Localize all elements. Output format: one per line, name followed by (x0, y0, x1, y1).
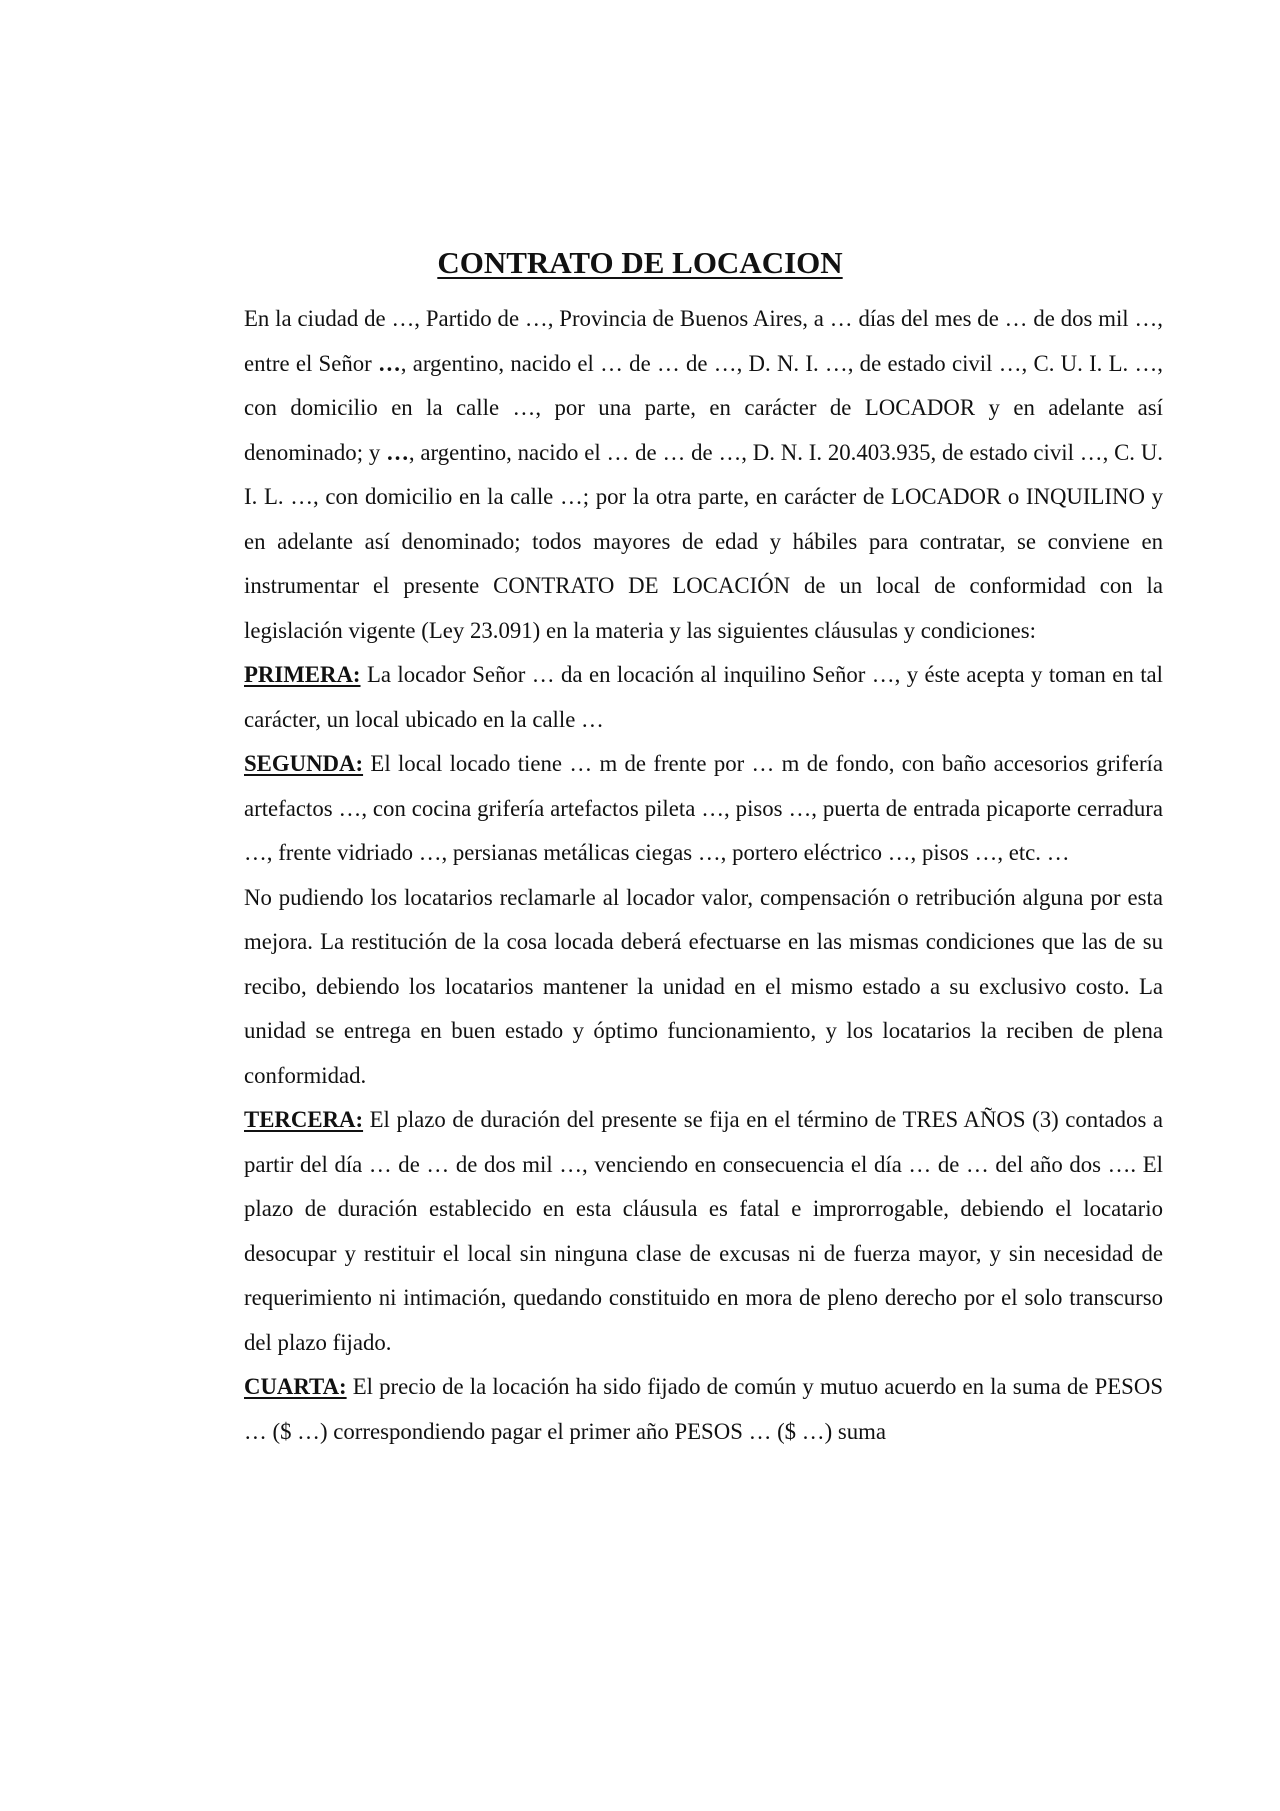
clause-primera (244, 653, 1163, 742)
intro-paragraph (244, 297, 1163, 653)
intro-bold-2: … (386, 439, 409, 465)
clause-segunda-continuation (244, 876, 1163, 1099)
clause-text: La locador Señor … da en locación al inquilino Señor …, y éste acepta y toman en tal carácter, un local ubicado en la calle … (244, 662, 1163, 732)
clause-text: El plazo de duración del presente se fija en el término de TRES AÑOS (3) contados a partir del día … de … de dos mil …, venciendo en consecuencia el día … de … del año dos …. El plazo de duración establecido en esta cláusula es fatal e improrrogable, debiendo el locatario desocupar y restituir el local sin ninguna clase de excusas ni de fuerza mayor, y sin necesidad de requerimiento ni intimación, quedando constituido en mora de pleno derecho por el solo transcurso del plazo fijado. (244, 1107, 1163, 1355)
document-title-text: CONTRATO DE LOCACION (437, 245, 843, 280)
clause-text: No pudiendo los locatarios reclamarle al locador valor, compensación o retribución alguna por esta mejora. La restitución de la cosa locada deberá efectuarse en las mismas condiciones que las de su recibo, debiendo los locatarios mantener la unidad en el mismo estado a su exclusivo costo. La unidad se entrega en buen estado y óptimo funcionamiento, y los locatarios la reciben de plena conformidad. (244, 884, 1163, 1088)
clause-text: El local locado tiene … m de frente por … m de fondo, con baño accesorios grifería artefactos …, con cocina grifería artefactos pileta …, pisos …, puerta de entrada picaporte cerradura …, frente vidriado …, persianas metálicas ciegas …, portero eléctrico …, pisos …, etc. … (244, 751, 1163, 865)
clause-label: PRIMERA: (244, 662, 361, 687)
clause-cuarta (244, 1365, 1163, 1454)
intro-text-1: En la ciudad de …, Partido de …, Provincia de Buenos Aires, a … días del mes de … de dos mil …, entre el Señor (244, 306, 1163, 376)
clause-tercera (244, 1098, 1163, 1365)
clause-label: SEGUNDA: (244, 751, 364, 776)
intro-bold-1: … (377, 350, 401, 376)
clause-label: TERCERA: (244, 1107, 364, 1132)
clause-segunda (244, 742, 1163, 876)
intro-text-3: , argentino, nacido el … de … de …, D. N. I. 20.403.935, de estado civil …, C. U. I. L. …, con domicilio en la calle …; por la otra parte, en carácter de LOCADOR o INQUILINO y en adelante así denominado; todos mayores de edad y hábiles para contratar, se conviene en instrumentar el presente CONTRATO DE LOCACIÓN de un local de conformidad con la legislación vigente (Ley 23.091) en la materia y las siguientes cláusulas y condiciones: (244, 439, 1163, 643)
document-title (0, 243, 1280, 283)
clause-label: CUARTA: (244, 1374, 347, 1399)
document-body (244, 297, 1163, 1454)
clause-text: El precio de la locación ha sido fijado de común y mutuo acuerdo en la suma de PESOS … ($ …) correspondiendo pagar el primer año PESOS … ($ …) suma (244, 1374, 1163, 1444)
intro-text-2: , argentino, nacido el … de … de …, D. N. I. …, de estado civil …, C. U. I. L. …, con domicilio en la calle …, por una parte, en carácter de LOCADOR y en adelante así denominado; y (244, 350, 1163, 465)
